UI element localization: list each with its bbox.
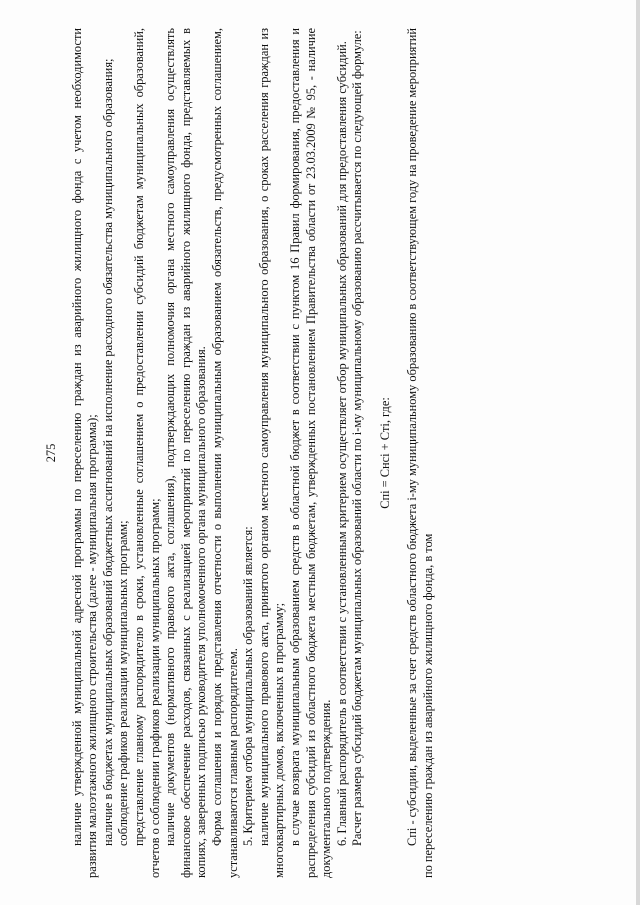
page-edge-shadow (636, 0, 640, 905)
rotated-text-block (40, 28, 600, 878)
formula: Cпi = Cнсi + Cтi, где: (377, 396, 392, 509)
paragraph-5: наличие документов (нормативного правового акта, соглашения), подтверждающих полномочия органа местного самоуправления осуществлять финансовое обеспечение расходов, связанных с реализацией мероприятий по переселению граждан из аварийного жилищного фонда, представляемых в копиях, заверенных подписью руководителя уполномоченного органа муниципального образования. (163, 27, 209, 878)
paragraph-8: наличие муниципального правового акта, принятого органом местного самоуправления муниципального образования, о сроках расселения граждан из многоквартирных домов, включенных в программу; (256, 27, 287, 878)
paragraph-6: Форма соглашения и порядок представления отчетности о выполнении муниципальным образованием обязательств, предусмотренных соглашением, устанавливаются главным распорядителем. (209, 27, 240, 878)
page-number: 275 (44, 443, 58, 462)
paragraph-2: наличие в бюджетах муниципальных образований бюджетных ассигнований на исполнение расходного обязательства муниципального образования; (100, 58, 115, 846)
paragraph-4: представление главному распорядителю в сроки, установленные соглашением о предоставлении субсидий бюджетам муниципальных образований, отчетов о соблюдении графиков реализации муниципальных программ; (131, 27, 162, 878)
paragraph-10: 6. Главный распорядитель в соответствии с установленным критерием осуществляет отбор муниципальных образований для предоставления субсидий. (334, 40, 349, 846)
paragraph-7: 5. Критерием отбора муниципальных образований является: (241, 525, 256, 846)
paragraph-1: наличие утвержденной муниципальной адресной программы по переселению граждан из аварийного жилищного фонда с учетом необходимости развития малоэтажного жилищного строительства (далее - муниципальная программа); (69, 27, 100, 878)
paragraph-3: соблюдение графиков реализации муниципальных программ; (116, 519, 131, 846)
closing-paragraph: Cпi - субсидии, выделенные за счет средств областного бюджета i-му муниципальному образованию в соответствующем году на проведение мероприятий по переселению граждан из аварийного жилищного фонда, в том (405, 27, 436, 878)
paragraph-11: Расчет размера субсидий бюджетам муниципальных образований области по i-му муниципальному образованию рассчитывается по следующей формуле: (350, 29, 365, 846)
paragraph-9: в случае возврата муниципальным образованием средств в областной бюджет в соответствии с пунктом 16 Правил формирования, предоставления и распределения субсидий из областного бюджета местным бюджетам, утвержденных постановлением Правительства области от 23.03.2009 № 95, - наличие документального подтверждения. (287, 27, 334, 878)
